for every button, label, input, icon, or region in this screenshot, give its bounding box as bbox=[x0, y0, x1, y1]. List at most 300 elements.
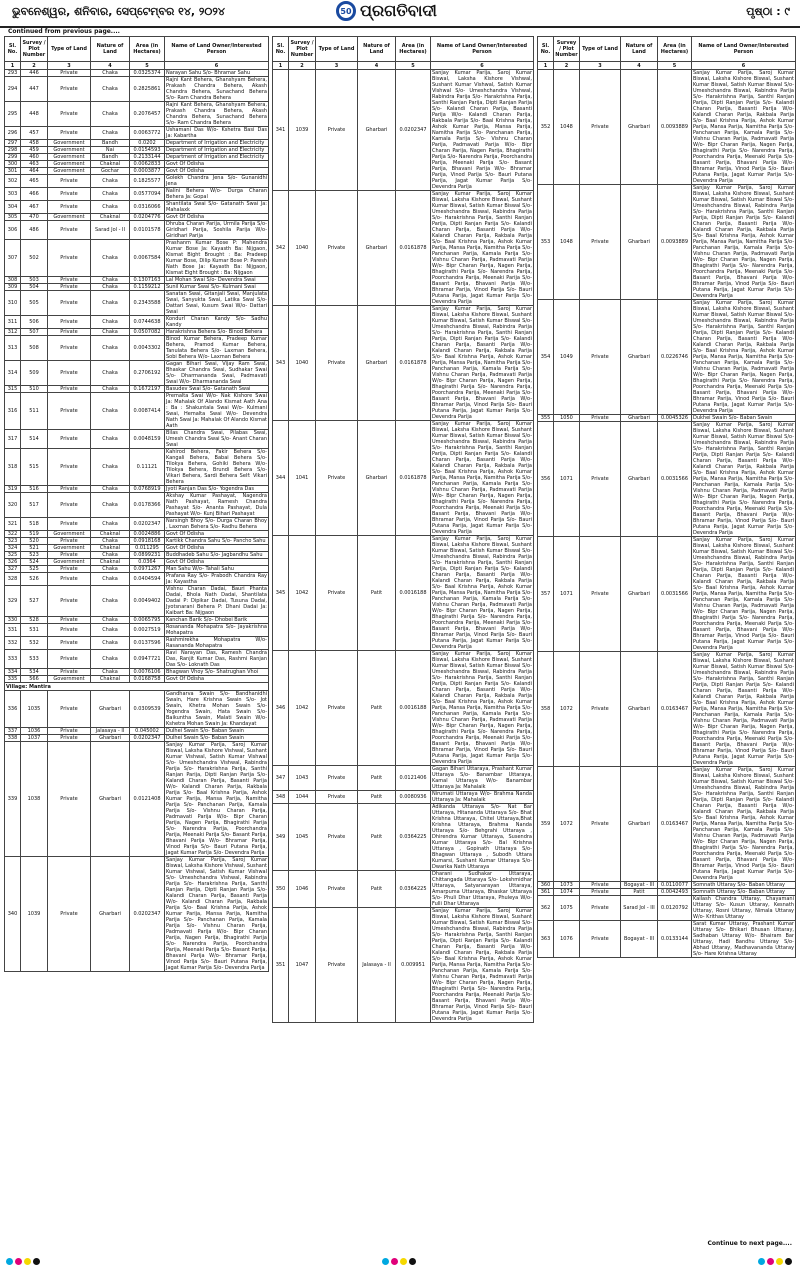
table-row bbox=[5, 102, 269, 127]
sl-no: 305 bbox=[5, 214, 21, 221]
land-type: Private bbox=[48, 650, 91, 669]
land-type: Private bbox=[316, 651, 358, 766]
owner-names: Premalta Swai W/o- Nak Kishore Swai Ja: Mahalak Of Alando Kismat Aath Ana : Ba : Shakuntala Swai W/o- Kulmani Swai, Hemalta Swai W/o- Devendra Nath Swai Ja: Mahalak Of Alando Kismat Aath bbox=[166, 393, 267, 429]
land-nature: Patit bbox=[358, 804, 396, 871]
table-row bbox=[538, 537, 796, 652]
sl-no: 359 bbox=[538, 767, 554, 882]
sl-no: 311 bbox=[5, 316, 21, 329]
column-number: 4 bbox=[91, 62, 130, 70]
land-nature: Patit bbox=[358, 651, 396, 766]
land-nature: Gharbari bbox=[621, 415, 658, 422]
table-row bbox=[273, 791, 534, 804]
table-row bbox=[5, 573, 269, 586]
plot-number: 514 bbox=[21, 430, 48, 449]
owner-names: Sanjay Kumar Parija, Saroj Kumar Biswal, Laksha Kishore Vishwal, Sushant Kumar Vishwal, Satish Kumar Vishwal S/o- Umeshchandra Vishwal, Rabindra Parija S/o- Harakrishna Parija, Santhi Ranjan Parija, Dipti Ranjan Parija S/o- Kalandi Charan Parija, Basanti Parija W/o- Kalandi Charan Parija, Rakbala Parija S/o- Baal Krishna Parija, Ashok Kumar Parija, Mansa Parija, Namitha Parija S/o- Panchanan Parija, Kamala Parija S/o- Vishnu Charan Parija, Padmavati Parija W/o- Bipr Charan Parija, Nagen Parija, Bhagirathi Parija S/o- Narendra Parija, Poorchandra Parija, Meenaki Parija S/o- Basant Parija, Bhavani Parija W/o- Bhramar Parija, Vinod Parija S/o- Bauri Putana Parija, Jagat Kumar Parija S/o- Devendra Parija bbox=[432, 70, 532, 190]
area-hectares: 0.2343588 bbox=[130, 291, 165, 316]
land-type: Private bbox=[580, 921, 621, 958]
land-type: Private bbox=[316, 871, 358, 908]
land-type: Private bbox=[316, 70, 358, 191]
area-hectares: 0.0161878 bbox=[396, 306, 431, 421]
table-row bbox=[538, 921, 796, 958]
area-hectares: 0.0121406 bbox=[396, 766, 431, 791]
table-row bbox=[5, 175, 269, 188]
page-number: ପୃଷ୍ଠା : ୯ bbox=[746, 5, 790, 18]
table-row bbox=[538, 70, 796, 185]
table-row bbox=[5, 650, 269, 669]
owner-header: Name of Land Owner/Interested Person bbox=[165, 37, 269, 62]
owner-names: Department of Irrigation and Electricity bbox=[165, 140, 269, 147]
owner-names: Sanjay Kumar Parija, Saroj Kumar Biswal, Laksha Kishore Biswal, Sushant Kumar Biswal, Satish Kumar Biswal S/o- Umeshchandra Biswal, Rabindra Parija S/o- Harakrishna Parija, Santhi Ranjan Parija, Dipti Ranjan Parija S/o- Kalandi Charan Parija, Basanti Parija W/o- Kalandi Charan Parija, Rakbala Parija S/o- Baal Krishna Parija, Ashok Kumar Parija, Mansa Parija, Namitha Parija S/o- Panchanan Parija, Kamala Parija S/o- Vishnu Charan Parija, Padmavati Parija W/o- Bipr Charan Parija, Nagen Parija, Bhagirathi Parija S/o- Narendra Parija, Poorchandra Parija, Meenaki Parija S/o- Basant Parija, Bhavani Parija W/o- Bhramar Parija, Vinod Parija S/o- Bauri Putana Parija, Jagat Kumar Parija S/o- Devendra Parija bbox=[693, 300, 794, 414]
owner-names: Dulhei Swain S/o- Baban Swain bbox=[165, 728, 269, 735]
sl-no: 294 bbox=[5, 77, 21, 102]
land-type: Private bbox=[48, 486, 91, 493]
area-hectares: 0.0045326 bbox=[658, 415, 692, 422]
plot-number: 504 bbox=[21, 284, 48, 291]
table-row bbox=[273, 908, 534, 1023]
plot-number: 486 bbox=[21, 221, 48, 240]
area-hectares: 0.0404594 bbox=[130, 573, 165, 586]
land-type: Private bbox=[48, 691, 91, 728]
area-hectares: 0.0918168 bbox=[130, 538, 165, 545]
header-number-row bbox=[5, 62, 269, 70]
owner-names: Govt Of Odisha bbox=[165, 168, 269, 175]
plot-number: 470 bbox=[21, 214, 48, 221]
table-row bbox=[5, 70, 269, 77]
owner-names: Sanjay Kumar Parija, Saroj Kumar Biswal, Laksha Kishore Biswal, Sushant Kumar Biswal, Satish Kumar Biswal S/o- Umeshchandra Biswal, Rabindra Parija S/o- Harakrishna Parija, Santhi Ranjan Parija, Dipti Ranjan Parija S/o- Kalandi Charan Parija, Basanti Parija W/o- Kalandi Charan Parija, Rakbala Parija S/o- Baal Krishna Parija, Ashok Kumar Parija, Mansa Parija, Namitha Parija S/o- Panchanan Parija, Kamala Parija S/o- Vishnu Charan Parija, Padmavati Parija W/o- Bipr Charan Parija, Nagen Parija, Bhagirathi Parija S/o- Narendra Parija, Poorchandra Parija, Meenaki Parija S/o- Basant Parija, Bhavani Parija W/o- Bhramar Parija, Vinod Parija S/o- Bauri Putana Parija, Jagat Kumar Parija S/o- Devendra Parija bbox=[432, 421, 532, 535]
owner-names: Bhagwan Vhoy S/o- Shatrughan Vhoi bbox=[165, 669, 269, 676]
column-number: 1 bbox=[5, 62, 21, 70]
owner-names: Bilas Chandra Swai, Pilabas Swai, Umesh Chandra Swai S/o- Anant Charan Swai bbox=[166, 430, 267, 448]
table-row bbox=[5, 691, 269, 728]
land-nature-header: Nature of Land bbox=[358, 37, 396, 62]
owner-names: Govt Of Odisha bbox=[165, 676, 269, 683]
sl-no: 356 bbox=[538, 422, 554, 537]
land-nature: Chaknal bbox=[91, 545, 130, 552]
header-row bbox=[5, 37, 269, 62]
sl-no: 310 bbox=[5, 291, 21, 316]
owner-names: Ushamani Das W/o- Kshetra Basi Das Ja: Kabartha bbox=[166, 127, 267, 139]
header-number-row bbox=[273, 62, 534, 70]
owner-names: Kahirod Behera, Fakir Behera S/o- Kangali Behera, Babai Behera S/o- Tilokya Behera, Gohiki Behera W/o- Tilokya Behera, Brundi Behera S/o- Vikari Behera, Sardi Behera Self: Vikari Behera bbox=[166, 449, 267, 485]
area-hectares: 0.0161878 bbox=[396, 421, 431, 536]
land-type-header: Type of Land bbox=[316, 37, 358, 62]
column-number: 2 bbox=[554, 62, 580, 70]
land-nature: Jalasaya - II bbox=[358, 908, 396, 1023]
column-number: 6 bbox=[165, 62, 269, 70]
land-nature: Gharbari bbox=[91, 857, 130, 972]
land-nature: Bogayat - III bbox=[621, 882, 658, 889]
area-hectares: 0.0364 bbox=[130, 559, 165, 566]
table-row bbox=[5, 518, 269, 531]
land-type: Private bbox=[316, 421, 358, 536]
owner-names: Prafana Ray S/o- Prabodh Chandra Ray Ja: Kayastha bbox=[166, 573, 267, 585]
plot-number: 531 bbox=[21, 624, 48, 637]
land-type: Private bbox=[48, 70, 91, 77]
header-row bbox=[538, 37, 796, 62]
plot-number: 518 bbox=[21, 518, 48, 531]
table-row bbox=[5, 430, 269, 449]
land-nature: Bandh bbox=[91, 140, 130, 147]
sl-no: 327 bbox=[5, 566, 21, 573]
area-hectares: 0.0016188 bbox=[396, 651, 431, 766]
village-row bbox=[5, 683, 269, 691]
sl-no: 340 bbox=[5, 857, 21, 972]
area-hectares: 0.2076457 bbox=[130, 102, 165, 127]
land-nature: Chaka bbox=[91, 102, 130, 127]
sl-no: 355 bbox=[538, 415, 554, 422]
area-hectares: 0.0507082 bbox=[130, 329, 165, 336]
sl-no: 351 bbox=[273, 908, 289, 1023]
column-number: 3 bbox=[316, 62, 358, 70]
plot-number: 1040 bbox=[289, 306, 316, 421]
plot-number: 447 bbox=[21, 77, 48, 102]
area-hectares: 0.0161878 bbox=[396, 191, 431, 306]
table-row bbox=[5, 857, 269, 972]
land-nature: Chaka bbox=[91, 70, 130, 77]
land-nature: Gharbari bbox=[91, 735, 130, 742]
table-row bbox=[538, 415, 796, 422]
table-row bbox=[5, 552, 269, 559]
sl-no: 344 bbox=[273, 421, 289, 536]
land-type: Private bbox=[48, 728, 91, 735]
land-type: Private bbox=[48, 518, 91, 531]
land-nature: Jalasaya - II bbox=[91, 728, 130, 735]
owner-names: Somnath Uttaray S/o- Baban Uttaray bbox=[692, 882, 796, 889]
owner-names: Dulhei Swain S/o- Baban Swain bbox=[165, 735, 269, 742]
land-type: Private bbox=[48, 493, 91, 518]
table-row bbox=[5, 214, 269, 221]
table-row bbox=[5, 188, 269, 201]
owner-names: Sanjay Kumar Parija, Saroj Kumar Biswal, Laksha Kishore Biswal, Sushant Kumar Biswal, Satish Kumar Biswal S/o- Umeshchandra Biswal, Rabindra Parija S/o- Harakrishna Parija, Santhi Ranjan Parija, Dipti Ranjan Parija S/o- Kalandi Charan Parija, Basanti Parija W/o- Kalandi Charan Parija, Rakbala Parija S/o- Baal Krishna Parija, Ashok Kumar Parija, Mansa Parija, Namitha Parija S/o- Panchanan Parija, Kamala Parija S/o- Vishnu Charan Parija, Padmavati Parija W/o- Bipr Charan Parija, Nagen Parija, Bhagirathi Parija S/o- Narendra Parija, Poorchandra Parija, Meenaki Parija S/o- Basant Parija, Bhavani Parija W/o- Bhramar Parija, Vinod Parija S/o- Bauri Putana Parija, Jagat Kumar Parija S/o- Devendra Parija bbox=[432, 651, 532, 765]
sl-no: 323 bbox=[5, 538, 21, 545]
table-row bbox=[273, 421, 534, 536]
land-type-header: Type of Land bbox=[48, 37, 91, 62]
area-hectares: 0.0577094 bbox=[130, 188, 165, 201]
land-nature: Nai bbox=[91, 147, 130, 154]
sl-no: 307 bbox=[5, 240, 21, 277]
table-row bbox=[5, 393, 269, 430]
land-type: Private bbox=[48, 361, 91, 386]
area-hectares: 0.0744638 bbox=[130, 316, 165, 329]
plot-number: 511 bbox=[21, 393, 48, 430]
header-number-row bbox=[538, 62, 796, 70]
owner-names: Kartikk Chandra Sahu S/o- Pancho Sahu bbox=[165, 538, 269, 545]
land-type: Private bbox=[316, 766, 358, 791]
dateline: ଭୁବନେଶ୍ୱର, ଶନିବାର, ସେପ୍ଟେମ୍ବର ୧୪, ୨୦୨୪ bbox=[12, 5, 225, 18]
table-header bbox=[273, 37, 534, 70]
land-type: Private bbox=[48, 566, 91, 573]
land-nature: Patit bbox=[621, 889, 658, 896]
land-type: Government bbox=[48, 161, 91, 168]
column-number: 3 bbox=[580, 62, 621, 70]
land-nature: Chaka bbox=[91, 449, 130, 486]
owner-names: Sarat Kumar Uttaray, Prashant Kumar Uttaray S/o- Bhikari Bhusan Uttaray, Sadhaban Uttaray W/o- Bhairam Bar Uttaray, Hadi Bandhu Uttaray S/o- Abhad Uttaray, Madhavananda Uttaray S/o- Hare Krishna Uttaray bbox=[693, 921, 794, 957]
plot-number: 524 bbox=[21, 559, 48, 566]
land-nature: Chaka bbox=[91, 430, 130, 449]
area-hectares: 0.0031566 bbox=[658, 537, 692, 652]
table-body bbox=[538, 70, 796, 958]
land-nature: Chaka bbox=[91, 77, 130, 102]
sl-no: 360 bbox=[538, 882, 554, 889]
land-table bbox=[272, 36, 534, 1023]
plot-number: 515 bbox=[21, 449, 48, 486]
land-type: Private bbox=[48, 336, 91, 361]
sl-no: 308 bbox=[5, 277, 21, 284]
plot-number: 1046 bbox=[289, 871, 316, 908]
table-row bbox=[5, 168, 269, 175]
land-type: Government bbox=[48, 214, 91, 221]
land-type: Private bbox=[48, 77, 91, 102]
owner-names: Ravi Narayan Das, Ramesh Chandra Das, Ranjit Kumar Das, Rashmi Ranjan Das S/o- Loknath Das bbox=[166, 650, 267, 668]
area-hectares: 0.0093889 bbox=[658, 185, 692, 300]
land-table bbox=[4, 36, 269, 972]
owner-header: Name of Land Owner/Interested Person bbox=[692, 37, 796, 62]
land-nature: Gharbari bbox=[621, 537, 658, 652]
area-hectares: 0.0154593 bbox=[130, 147, 165, 154]
sl-no: 299 bbox=[5, 154, 21, 161]
area-header: Area (in Hectares) bbox=[130, 37, 165, 62]
land-type: Government bbox=[48, 559, 91, 566]
land-type: Private bbox=[48, 624, 91, 637]
land-type: Private bbox=[580, 882, 621, 889]
table-row bbox=[5, 386, 269, 393]
area-hectares: 0.0063772 bbox=[130, 127, 165, 140]
owner-names: Adikanda Uttaraya S/o- Nat Bar Uttaraya, Hitananda Uttaraya S/o- Bhat Krishna Uttaraya, Chitel Uttaraya,Bhat Krishna Uttaraya, Brahma Nanda Uttaraya S/o- Behgrahi Uttaraya , Dhirendra Kumar Uttaraya, Susendra Kumar Uttaraya S/o- Bal Krishna Uttaraya , Gopinath Uttaraya S/o- Bhagwan Uttaraya , Subodh Uttara Kumarsi, Sushant Kumar Uttaraya S/o- Dwarika Nath Uttaraya bbox=[432, 804, 532, 870]
area-hectares: 0.0080936 bbox=[396, 791, 431, 804]
color-registration-icon bbox=[6, 1250, 42, 1260]
land-nature: Gharbari bbox=[91, 742, 130, 857]
owner-names: Sanjay Kumar Parija, Saroj Kumar Biswal, Laksha Kishore Biswal, Sushant Kumar Biswal, Satish Kumar Biswal S/o- Umeshchandra Biswal, Rabindra Parija S/o- Harakrishna Parija, Santhi Ranjan Parija, Dipti Ranjan Parija S/o- Kalandi Charan Parija, Basanti Parija W/o- Kalandi Charan Parija, Rakbala Parija S/o- Baal Krishna Parija, Ashok Kumar Parija, Mansa Parija, Namitha Parija S/o- Panchanan Parija, Kamala Parija S/o- Vishnu Charan Parija, Padmavati Parija W/o- Bipr Charan Parija, Nagen Parija, Bhagirathi Parija S/o- Narendra Parija, Poorchandra Parija, Meenaki Parija S/o- Basant Parija, Bhavani Parija W/o- Bhramar Parija, Vinod Parija S/o- Bauri Putana Parija, Jagat Kumar Parija S/o- Devendra Parija bbox=[693, 70, 794, 184]
owner-names: Sanjay Kumar Parija, Saroj Kumar Biswal, Laksha Kishore Biswal, Sushant Kumar Biswal, Satish Kumar Biswal S/o- Umeshchandra Biswal, Rabindra Parija S/o- Harakrishna Parija, Santhi Ranjan Parija, Dipti Ranjan Parija S/o- Kalandi Charan Parija, Basanti Parija W/o- Kalandi Charan Parija, Rakbala Parija S/o- Baal Krishna Parija, Ashok Kumar Parija, Mansa Parija, Namitha Parija S/o- Panchanan Parija, Kamala Parija S/o- Vishnu Charan Parija, Padmavati Parija W/o- Bipr Charan Parija, Nagen Parija, Bhagirathi Parija S/o- Narendra Parija, Poorchandra Parija, Meenaki Parija S/o- Basant Parija, Bhavani Parija W/o- Bhramar Parija, Vinod Parija S/o- Bauri Putana Parija, Jagat Kumar Parija S/o- Devendra Parija bbox=[432, 191, 532, 305]
land-nature: Chaknal bbox=[91, 214, 130, 221]
owner-names: Sanjay Kumar Parija, Saroj Kumar Biswal, Laksha Kishore Biswal, Sushant Kumar Biswal, Satish Kumar Biswal S/o- Umeshchandra Biswal, Rabindra Parija S/o- Harakrishna Parija, Santhi Ranjan Parija, Dipti Ranjan Parija S/o- Kalandi Charan Parija, Basanti Parija W/o- Kalandi Charan Parija, Rakbala Parija S/o- Baal Krishna Parija, Ashok Kumar Parija, Mansa Parija, Namitha Parija S/o- Panchanan Parija, Kamala Parija S/o- Vishnu Charan Parija, Padmavati Parija W/o- Bipr Charan Parija, Nagen Parija, Bhagirathi Parija S/o- Narendra Parija, Poorchandra Parija, Meenaki Parija S/o- Basant Parija, Bhavani Parija W/o- Bhramar Parija, Vinod Parija S/o- Bauri Putana Parija, Jagat Kumar Parija S/o- Devendra Parija bbox=[693, 185, 794, 299]
column-number: 1 bbox=[273, 62, 289, 70]
sl-no: 300 bbox=[5, 161, 21, 168]
plot-number-header: Survey / Plot Number bbox=[21, 37, 48, 62]
land-type: Private bbox=[48, 735, 91, 742]
column-number: 6 bbox=[431, 62, 534, 70]
table-row bbox=[273, 651, 534, 766]
owner-names: Binod Kumar Behera, Pradeep Kumar Behera, Pramod Kumar Behera, Tanulata Behera S/o- Laxman Behera, Sobi Behera W/o- Laxman Behera bbox=[166, 336, 267, 360]
plot-number: 526 bbox=[21, 573, 48, 586]
column-number: 4 bbox=[621, 62, 658, 70]
plot-number: 1074 bbox=[554, 889, 580, 896]
land-type: Private bbox=[48, 449, 91, 486]
sl-no-header: Sl. No. bbox=[273, 37, 289, 62]
land-type: Private bbox=[48, 586, 91, 617]
land-nature: Gharbari bbox=[358, 306, 396, 421]
table-row bbox=[5, 277, 269, 284]
area-hectares: 0.0768919 bbox=[130, 486, 165, 493]
table-row bbox=[5, 637, 269, 650]
table-row bbox=[5, 742, 269, 857]
sl-no-header: Sl. No. bbox=[5, 37, 21, 62]
owner-names: Harakrishna Behera S/o- Binod Behera bbox=[165, 329, 269, 336]
sl-no: 320 bbox=[5, 493, 21, 518]
plot-number: 1042 bbox=[289, 651, 316, 766]
land-nature: Gharbari bbox=[358, 421, 396, 536]
sl-no: 357 bbox=[538, 537, 554, 652]
area-hectares: 0.0137596 bbox=[130, 637, 165, 650]
land-type: Private bbox=[580, 70, 621, 185]
land-type: Private bbox=[580, 767, 621, 882]
area-hectares: 0.0003877 bbox=[130, 168, 165, 175]
plot-number: 1035 bbox=[21, 691, 48, 728]
area-hectares: 0.0067584 bbox=[130, 240, 165, 277]
table-row bbox=[5, 676, 269, 683]
land-nature: Sarad Jol - III bbox=[621, 896, 658, 921]
plot-number: 1076 bbox=[554, 921, 580, 958]
land-type: Private bbox=[48, 201, 91, 214]
table-row bbox=[5, 735, 269, 742]
area-hectares: 0.0947721 bbox=[130, 650, 165, 669]
land-nature: Chaka bbox=[91, 617, 130, 624]
land-type: Private bbox=[48, 329, 91, 336]
table-body bbox=[5, 70, 269, 972]
area-hectares: 0.0971267 bbox=[130, 566, 165, 573]
sl-no: 333 bbox=[5, 650, 21, 669]
sl-no: 341 bbox=[273, 70, 289, 191]
sl-no: 295 bbox=[5, 102, 21, 127]
sl-no: 324 bbox=[5, 545, 21, 552]
land-type: Government bbox=[48, 168, 91, 175]
area-hectares: 0.0163467 bbox=[658, 767, 692, 882]
owner-names: Rajni Kant Behera, Ghanshyam Behera, Prakash Chandra Behera, Akash Chandra Behera, Sunachand Behera S/o- Ram Chandra Behera bbox=[166, 102, 267, 126]
owner-names: Govt Of Odisha bbox=[165, 531, 269, 538]
area-hectares: 0.0049402 bbox=[130, 586, 165, 617]
land-type: Private bbox=[580, 300, 621, 415]
sl-no: 363 bbox=[538, 921, 554, 958]
land-nature: Chaka bbox=[91, 552, 130, 559]
sl-no: 298 bbox=[5, 147, 21, 154]
sl-no: 312 bbox=[5, 329, 21, 336]
land-nature: Gharbari bbox=[621, 185, 658, 300]
plot-number: 1048 bbox=[554, 70, 580, 185]
plot-number: 464 bbox=[21, 168, 48, 175]
land-type: Private bbox=[316, 791, 358, 804]
table-row bbox=[5, 161, 269, 168]
owner-names: Man Sahu W/o- Tahali Sahu bbox=[165, 566, 269, 573]
area-header: Area (in Hectares) bbox=[658, 37, 692, 62]
land-type: Private bbox=[48, 175, 91, 188]
sl-no: 345 bbox=[273, 536, 289, 651]
sl-no: 335 bbox=[5, 676, 21, 683]
table-row bbox=[5, 361, 269, 386]
area-hectares: 0.0076106 bbox=[130, 669, 165, 676]
column-number: 5 bbox=[130, 62, 165, 70]
land-nature: Gochar bbox=[91, 168, 130, 175]
plot-number: 1072 bbox=[554, 652, 580, 767]
land-nature: Chaka bbox=[91, 624, 130, 637]
table-row bbox=[538, 882, 796, 889]
land-nature: Chaka bbox=[91, 518, 130, 531]
area-hectares: 0.0178366 bbox=[130, 493, 165, 518]
table-row bbox=[5, 566, 269, 573]
sl-no: 326 bbox=[5, 559, 21, 566]
area-hectares: 0.2133144 bbox=[130, 154, 165, 161]
plot-number: 534 bbox=[21, 669, 48, 676]
land-nature: Gharbari bbox=[621, 767, 658, 882]
plot-number: 458 bbox=[21, 140, 48, 147]
owner-header: Name of Land Owner/Interested Person bbox=[431, 37, 534, 62]
sl-no: 334 bbox=[5, 669, 21, 676]
logo-mark-icon: 50 bbox=[336, 1, 356, 21]
land-nature: Chaka bbox=[91, 493, 130, 518]
owner-names: Nalini Behera W/o- Durga Charan Behera Ja: Gopal bbox=[166, 188, 267, 200]
owner-names: Govt Of Odisha bbox=[165, 545, 269, 552]
land-type: Private bbox=[48, 538, 91, 545]
sl-no: 319 bbox=[5, 486, 21, 493]
land-nature: Bandh bbox=[91, 154, 130, 161]
land-type: Private bbox=[580, 889, 621, 896]
owner-names: Narsingh Bhoy S/o- Durga Charan Bhoy , Laxman Behera S/o- Radhu Behera bbox=[166, 518, 267, 530]
column-number: 2 bbox=[289, 62, 316, 70]
area-hectares: 0.0110077 bbox=[658, 882, 692, 889]
land-nature: Chaka bbox=[91, 538, 130, 545]
plot-number: 1071 bbox=[554, 422, 580, 537]
table-row bbox=[273, 871, 534, 908]
plot-number: 1045 bbox=[289, 804, 316, 871]
plot-number: 1044 bbox=[289, 791, 316, 804]
land-nature: Chaknal bbox=[91, 559, 130, 566]
land-type: Government bbox=[48, 531, 91, 538]
plot-number: 509 bbox=[21, 361, 48, 386]
land-nature: Gharbari bbox=[621, 652, 658, 767]
column-number: 5 bbox=[396, 62, 431, 70]
table-row bbox=[5, 559, 269, 566]
plot-number: 1075 bbox=[554, 896, 580, 921]
land-nature: Gharbari bbox=[621, 300, 658, 415]
sl-no: 349 bbox=[273, 804, 289, 871]
table-row bbox=[5, 449, 269, 486]
table-row bbox=[5, 221, 269, 240]
sl-no: 293 bbox=[5, 70, 21, 77]
land-table bbox=[537, 36, 796, 958]
plot-number: 1047 bbox=[289, 908, 316, 1023]
plot-number: 502 bbox=[21, 240, 48, 277]
area-hectares: 0.0016188 bbox=[396, 536, 431, 651]
color-registration-icon bbox=[758, 1250, 794, 1260]
land-nature: Patit bbox=[358, 766, 396, 791]
area-hectares: 0.0031566 bbox=[658, 422, 692, 537]
owner-names: Vishnu Charan Dadai, Bauri Phanta Dadai, Bhola Nath Dadai, Shantilata Dadai P: Dipikar Dadai, Tusuna Dadai, Jyotsnarani Behera P: Dhani Dadai Ja: Kaibart Ba: Nijgaon bbox=[166, 586, 267, 616]
land-type: Private bbox=[48, 291, 91, 316]
plot-number: 519 bbox=[21, 531, 48, 538]
land-type: Private bbox=[48, 221, 91, 240]
land-type: Private bbox=[48, 617, 91, 624]
land-type: Private bbox=[316, 306, 358, 421]
owner-names: Sanjay Kumar Parija, Saroj Kumar Biswal, Laksha Kishore Biswal, Sushant Kumar Biswal, Satish Kumar Biswal S/o- Umeshchandra Biswal, Rabindra Parija S/o- Harakrishna Parija, Santhi Ranjan Parija, Dipti Ranjan Parija S/o- Kalandi Charan Parija, Basanti Parija W/o- Kalandi Charan Parija, Rakbala Parija S/o- Baal Krishna Parija, Ashok Kumar Parija, Mansa Parija, Namitha Parija S/o- Panchanan Parija, Kamala Parija S/o- Vishnu Charan Parija, Padmavati Parija W/o- Bipr Charan Parija, Nagen Parija, Bhagirathi Parija S/o- Narendra Parija, Poorchandra Parija, Meenaki Parija S/o- Basant Parija, Bhavani Parija W/o- Bhramar Parija, Vinod Parija S/o- Bauri Putana Parija, Jagat Kumar Parija S/o- Devendra Parija bbox=[432, 908, 532, 1022]
table-row bbox=[5, 154, 269, 161]
owner-names: Sunil Kumar Swai S/o- Kulmani Swai bbox=[165, 284, 269, 291]
table-row bbox=[5, 316, 269, 329]
land-nature: Chaka bbox=[91, 291, 130, 316]
table-row bbox=[273, 70, 534, 191]
land-type: Private bbox=[48, 277, 91, 284]
sl-no: 354 bbox=[538, 300, 554, 415]
area-hectares: 0.0062833 bbox=[130, 161, 165, 168]
area-hectares: 0.2825861 bbox=[130, 77, 165, 102]
owner-names: Sanjay Kumar Parija, Saroj Kumar Biswal, Laksha Kishore Biswal, Sushant Kumar Biswal, Satish Kumar Biswal S/o- Umeshchandra Biswal, Rabindra Parija S/o- Harakrishna Parija, Santhi Ranjan Parija, Dipti Ranjan Parija S/o- Kalandi Charan Parija, Basanti Parija W/o- Kalandi Charan Parija, Rakbala Parija S/o- Baal Krishna Parija, Ashok Kumar Parija, Mansa Parija, Namitha Parija S/o- Panchanan Parija, Kamala Parija S/o- Vishnu Charan Parija, Padmavati Parija W/o- Bipr Charan Parija, Nagen Parija, Bhagirathi Parija S/o- Narendra Parija, Poorchandra Parija, Meenaki Parija S/o- Basant Parija, Bhavani Parija W/o- Bhramar Parija, Vinod Parija S/o- Bauri Putana Parija, Jagat Kumar Parija S/o- Devendra Parija bbox=[693, 537, 794, 651]
area-hectares: 0.0168758 bbox=[130, 676, 165, 683]
column-number: 2 bbox=[21, 62, 48, 70]
plot-number: 463 bbox=[21, 161, 48, 168]
table-row bbox=[5, 284, 269, 291]
land-nature-header: Nature of Land bbox=[91, 37, 130, 62]
land-type: Government bbox=[48, 140, 91, 147]
plot-number-header: Survey / Plot Number bbox=[554, 37, 580, 62]
sl-no: 330 bbox=[5, 617, 21, 624]
